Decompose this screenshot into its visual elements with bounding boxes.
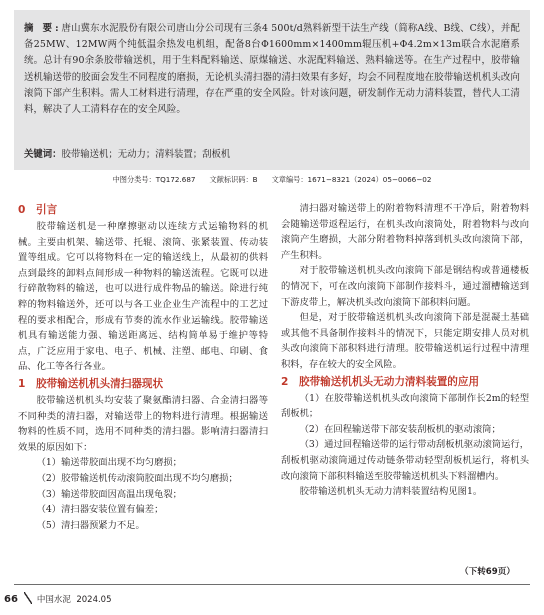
list-item: （1）在胶带输送机机头改向滚筒下部制作长2m的轻型刮板机；	[281, 392, 529, 420]
paragraph: 但是，对于胶带输送机机头改向滚筒下部是混凝土基础或其他不具备制作接料斗的情况下，只能定期安排人员对机头改向滚筒下部积料进行清理。胶带输送机运行过程中清理积料，存在较大的安全风险。	[281, 312, 529, 370]
list-item: （1）输送带胶面出现不均匀磨损；	[36, 457, 182, 469]
clc-number: 中图分类号：TQ172.687	[112, 175, 196, 184]
journal-name: 中国水泥	[36, 595, 71, 605]
slash-divider	[24, 592, 32, 604]
paragraph: 对于胶带输送机机头改向滚筒下部是钢结构或普通楼板的情况下，可在改向滚筒下部制作接料斗，通过溜槽输送到下游皮带上，解决机头改向滚筒下部积料问题。	[281, 265, 529, 308]
section-number: 0	[18, 204, 26, 216]
page-number: 66	[4, 594, 18, 605]
paragraph: 胶带输送机机头均安装了聚氨酯清扫器、合金清扫器等不同种类的清扫器，对输送带上的物料进行清理。根据输送物料的性质不同，选用不同种类的清扫器。影响清扫器清扫效果的原因如下：	[18, 394, 268, 453]
left-column	[18, 201, 268, 533]
document-code: 文献标识码：B	[209, 175, 258, 184]
abstract-label: 摘 要:	[24, 23, 62, 34]
list-item: （2）胶带输送机传动滚筒胶面出现不均匀磨损；	[36, 472, 238, 484]
section-title: 胶带输送机机头无动力清料装置的应用	[299, 375, 480, 388]
article-number: 文章编号：1671−8321（2024）05−0066−02	[271, 175, 432, 184]
section-heading-0	[18, 201, 268, 219]
page-footer	[4, 592, 112, 608]
list-item: （5）清扫器预紧力不足。	[36, 519, 145, 531]
keywords-label: 关键词：	[24, 149, 62, 160]
classification-line	[0, 174, 544, 186]
issue-number: 2024.05	[76, 595, 112, 605]
section-title: 引言	[36, 204, 58, 216]
section-heading-2	[281, 373, 529, 391]
list-item: （4）清扫器安装位置有偏差；	[36, 504, 164, 516]
keywords	[24, 148, 520, 162]
section-number: 2	[281, 375, 289, 388]
abstract	[24, 21, 520, 118]
section-heading-1	[18, 375, 268, 393]
section-number: 1	[18, 377, 26, 390]
footer-rule	[14, 584, 530, 585]
list-item: （3）输送带胶面因高温出现龟裂；	[36, 488, 182, 500]
paragraph: 胶带输送机是一种摩擦驱动以连续方式运输物料的机械。主要由机架、输送带、托辊、滚筒、张紧装置、传动装置等组成。它可以将物料在一定的输送线上，从最初的供料点到最终的卸料点间形成一种物料的输送流程。它既可以进行碎散物料的输送，也可以进行成件物品的输送。除进行纯粹的物料输送外，还可以与各工业企业生产流程中的工艺过程的要求相配合，形成有节奏的流水作业运输线。胶带输送机具有输送能力强、输送距离远、结构简单易于维护等特点，广泛应用于家电、电子、机械、注塑、邮电、印刷、食品、化工等各行各业。	[18, 221, 268, 373]
list-item: （2）在回程输送带下部安装刮板机的驱动滚筒；	[299, 423, 501, 435]
right-column	[281, 201, 529, 500]
list-item: （3）通过回程输送带的运行带动刮板机驱动滚筒运行，刮板机驱动滚筒通过传动链条带动轻型刮板机运行，将机头改向滚筒下部积料输送至胶带输送机机头下料溜槽内。	[281, 439, 529, 482]
paragraph: 清扫器对输送带上的附着物料清理不干净后，附着物料会随输送带返程运行，在机头改向滚筒处，附着物料与改向滚筒产生磨损，大部分附着物料掉落到机头改向滚筒下部，产生积料。	[281, 203, 529, 261]
section-title: 胶带输送机机头清扫器现状	[36, 377, 164, 390]
keywords-text: 胶带输送机；无动力；清料装置；刮板机	[61, 149, 231, 160]
continued-note: （下转69页）	[460, 567, 515, 577]
paragraph: 胶带输送机机头无动力清料装置结构见图1。	[299, 486, 483, 498]
abstract-text: 唐山冀东水泥股份有限公司唐山分公司现有三条4 500t/d熟料新型干法生产线（简称A线、B线、C线），并配备25MW、12MW两个纯低温余热发电机组，配备8台Φ1600mm×1400mm辊压机+Φ4.2m×13m联合水泥磨系统。总计有90余条胶带输送机，用于生料配料输送、原煤输送、水泥配料输送、熟料输送等。在生产过程中，胶带输送机输送带的胶面会发生不同程度的磨损，无论机头清扫器的清扫效果有多好，均会不同程度地在胶带输送机机头改向滚筒下部产生积料。需人工材料进行清理，存在严重的安全风险。针对该问题，研发制作无动力清料装置，替代人工清料，解决了人工清料存在的安全风险。	[24, 23, 520, 116]
